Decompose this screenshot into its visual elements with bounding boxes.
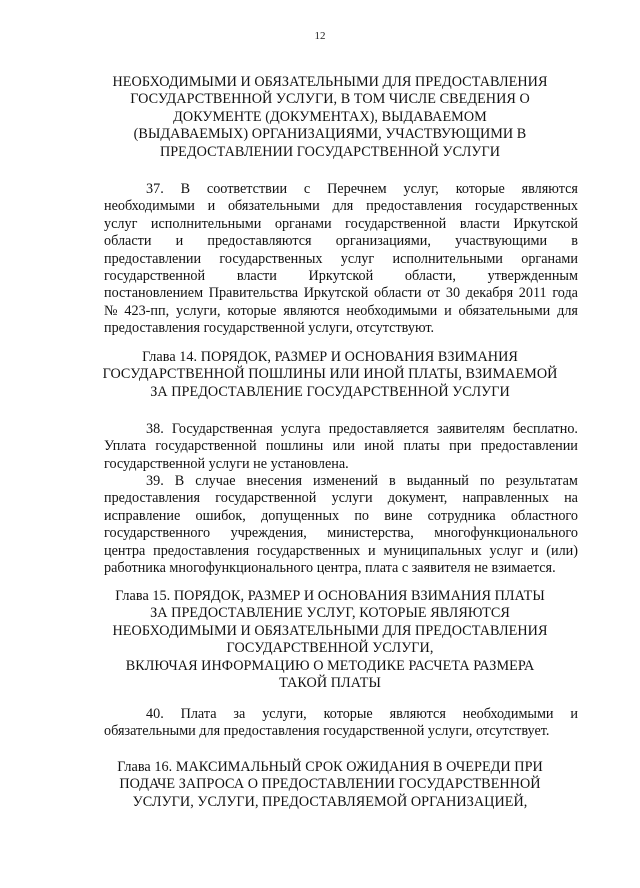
word: заявителям — [436, 421, 505, 437]
heading-line: УСЛУГИ, УСЛУГИ, ПРЕДОСТАВЛЯЕМОЙ ОРГАНИЗАЦИЕЙ, — [132, 793, 528, 810]
word: 2011 — [518, 285, 547, 302]
word: необходимыми — [462, 706, 554, 722]
word: государственного — [104, 525, 211, 542]
word: центра — [104, 542, 146, 559]
word: области — [104, 233, 152, 250]
word: пошлины — [265, 438, 324, 455]
word: предоставляется — [328, 421, 429, 437]
word: года — [552, 285, 578, 302]
paragraph-line — [104, 543, 578, 560]
word: областного — [510, 507, 578, 524]
word: по — [354, 507, 369, 524]
paragraph-line — [104, 706, 578, 723]
word: и — [367, 542, 376, 559]
word: внесения — [246, 473, 302, 489]
paragraph-line — [104, 251, 578, 268]
paragraph-line — [104, 490, 578, 507]
word: Перечнем — [327, 181, 387, 197]
word: Иркутской — [513, 215, 578, 232]
heading-line: НЕОБХОДИМЫМИ И ОБЯЗАТЕЛЬНЫМИ ДЛЯ ПРЕДОСТАВЛЕНИЯ — [112, 622, 548, 639]
heading-line: ПОДАЧЕ ЗАПРОСА О ПРЕДОСТАВЛЕНИИ ГОСУДАРСТВЕННОЙ — [119, 776, 541, 793]
word: результатам — [505, 473, 578, 489]
chapter-16-title — [90, 759, 570, 811]
heading-line: НЕОБХОДИМЫМИ И ОБЯЗАТЕЛЬНЫМИ ДЛЯ ПРЕДОСТАВЛЕНИЯ — [112, 74, 548, 90]
word: платы — [403, 438, 440, 455]
word: органами — [521, 250, 578, 267]
word: декабря — [465, 285, 514, 302]
heading-line: Глава 14. ПОРЯДОК, РАЗМЕР И ОСНОВАНИЯ ВЗИМАНИЯ — [142, 349, 518, 365]
word: Иркутской — [308, 267, 374, 284]
word: услуг, — [403, 181, 439, 197]
word: предоставлении — [480, 438, 578, 455]
word: министерства, — [327, 525, 414, 542]
word: Уплата — [104, 438, 147, 455]
paragraph-line — [104, 723, 578, 740]
word: 37. — [146, 181, 164, 197]
word: услуги — [331, 490, 373, 507]
word: Государственная — [171, 421, 273, 437]
word: исправление — [104, 507, 181, 524]
paragraph-line — [104, 438, 578, 455]
chapter-14-title — [90, 349, 570, 401]
word: от — [427, 285, 441, 302]
heading-line: ПРЕДОСТАВЛЕНИИ ГОСУДАРСТВЕННОЙ УСЛУГИ — [159, 143, 501, 160]
paragraph-37 — [104, 181, 578, 338]
heading-line: ГОСУДАРСТВЕННОЙ ПОШЛИНЫ ИЛИ ИНОЙ ПЛАТЫ, ВЗИМАЕМОЙ — [102, 366, 558, 383]
word: услуг — [340, 250, 375, 267]
word: многофункционального — [434, 525, 578, 542]
paragraph-line — [104, 233, 578, 250]
heading-line: Глава 15. ПОРЯДОК, РАЗМЕР И ОСНОВАНИЯ ВЗИМАНИЯ ПЛАТЫ — [115, 588, 545, 604]
word: предоставления — [366, 198, 463, 215]
word: которые — [323, 706, 373, 722]
word: с — [303, 181, 311, 197]
word: 423-пп, — [124, 302, 170, 319]
word: муниципальных — [383, 542, 482, 559]
word: необходимыми — [104, 198, 195, 215]
word: являются — [283, 302, 340, 319]
word: В — [180, 181, 191, 197]
word: постановлением — [104, 285, 204, 302]
word: и — [530, 542, 539, 559]
word: государственных — [219, 250, 323, 267]
word: соответствии — [206, 181, 288, 197]
word: 40. — [146, 706, 164, 722]
word: предоставления — [104, 490, 201, 507]
heading-line: Глава 16. МАКСИМАЛЬНЫЙ СРОК ОЖИДАНИЯ В ОЧЕРЕДИ ПРИ — [117, 759, 543, 775]
heading-line: ГОСУДАРСТВЕННОЙ УСЛУГИ, В ТОМ ЧИСЛЕ СВЕДЕНИЯ О — [130, 91, 530, 108]
heading-line: ЗА ПРЕДОСТАВЛЕНИЕ ГОСУДАРСТВЕННОЙ УСЛУГИ — [150, 383, 510, 400]
word: государственной — [104, 267, 206, 284]
paragraph-line — [104, 456, 578, 473]
word: по — [479, 473, 495, 489]
word: случае — [195, 473, 236, 489]
word: власти — [236, 267, 277, 284]
word: сотрудника — [427, 507, 496, 524]
heading-line: (ВЫДАВАЕМЫХ) ОРГАНИЗАЦИЯМИ, УЧАСТВУЮЩИМИ В — [133, 126, 527, 143]
word: области — [374, 285, 422, 302]
word: государственных — [257, 542, 361, 559]
word: предоставления — [153, 542, 250, 559]
paragraph-40 — [104, 706, 578, 741]
word: и — [175, 233, 184, 250]
word: услуг — [104, 215, 138, 232]
paragraph-line — [104, 508, 578, 525]
word: органами — [274, 215, 332, 232]
paragraph-line — [104, 560, 578, 577]
heading-line: ТАКОЙ ПЛАТЫ — [279, 675, 381, 692]
chapter-13-title-continuation — [90, 74, 570, 161]
heading-line: ЗА ПРЕДОСТАВЛЕНИЕ УСЛУГ, КОТОРЫЕ ЯВЛЯЮТСЯ — [150, 605, 510, 622]
page-number: 12 — [314, 30, 326, 42]
paragraph-line — [104, 525, 578, 542]
paragraph-line-text: работника многофункционального центра, плата с заявителя не взимается. — [104, 559, 556, 576]
word: предоставлении — [104, 250, 202, 267]
word: или — [332, 438, 355, 455]
word: власти — [459, 215, 500, 232]
word: необходимыми — [346, 302, 438, 319]
word: бесплатно. — [512, 421, 578, 437]
word: и — [207, 198, 216, 215]
paragraph-line — [104, 285, 578, 302]
word: ошибок, — [195, 507, 246, 524]
heading-line: ГОСУДАРСТВЕННОЙ УСЛУГИ, — [226, 640, 434, 657]
paragraph-line-text: обязательными для предоставления государственной услуги, отсутствует. — [104, 723, 550, 740]
word: области, — [404, 267, 456, 284]
word: являются — [521, 181, 578, 197]
word: (или) — [546, 542, 578, 559]
paragraph-39 — [104, 473, 578, 577]
paragraph-38 — [104, 421, 578, 473]
word: вине — [384, 507, 413, 524]
paragraph-line — [104, 320, 578, 337]
word: услуг — [489, 542, 523, 559]
word: на — [564, 490, 578, 507]
word: исполнительными — [150, 215, 262, 232]
word: обязательными — [458, 302, 551, 319]
word: для — [332, 198, 354, 215]
word: которые — [227, 302, 277, 319]
word: Правительства — [208, 285, 299, 302]
word: № — [104, 302, 118, 319]
paragraph-line — [104, 473, 578, 490]
word: 38. — [146, 421, 164, 437]
word: допущенных — [261, 507, 340, 524]
word: услуги, — [175, 302, 221, 319]
word: и — [570, 706, 578, 722]
word: 39. — [146, 473, 164, 489]
word: и — [444, 302, 452, 319]
paragraph-line — [104, 303, 578, 320]
heading-line: ДОКУМЕНТЕ (ДОКУМЕНТАХ), ВЫДАВАЕМОМ — [173, 108, 487, 125]
word: Плата — [180, 706, 217, 722]
word: направленных — [462, 490, 549, 507]
paragraph-line — [104, 268, 578, 285]
word: государственной — [215, 490, 317, 507]
word: утвержденным — [487, 267, 578, 284]
paragraph-line — [104, 421, 578, 438]
paragraph-line — [104, 198, 578, 215]
word: для — [557, 302, 578, 319]
word: услуги, — [262, 706, 307, 722]
word: Иркутской — [303, 285, 369, 302]
paragraph-line-text: предоставления государственной услуги, отсутствуют. — [104, 320, 435, 337]
word: в — [389, 473, 396, 489]
word: обязательными — [227, 198, 320, 215]
heading-line: ВКЛЮЧАЯ ИНФОРМАЦИЮ О МЕТОДИКЕ РАСЧЕТА РАЗМЕРА — [125, 657, 535, 674]
word: участвующими — [455, 233, 548, 250]
word: в — [571, 233, 578, 250]
word: услуга — [280, 421, 321, 437]
word: 30 — [445, 285, 461, 302]
word: В — [174, 473, 185, 489]
word: являются — [389, 706, 446, 722]
word: при — [449, 438, 472, 455]
word: государственной — [155, 438, 257, 455]
word: выданный — [406, 473, 469, 489]
word: учреждения, — [230, 525, 307, 542]
word: иной — [364, 438, 395, 455]
paragraph-line — [104, 216, 578, 233]
word: исполнительными — [392, 250, 503, 267]
paragraph-line-text: государственной услуги не установлена. — [104, 455, 349, 472]
chapter-15-title — [90, 588, 570, 692]
word: организациями, — [335, 233, 431, 250]
word: которые — [455, 181, 505, 197]
word: государственной — [345, 215, 447, 232]
word: предоставляются — [207, 233, 312, 250]
word: документ, — [387, 490, 448, 507]
word: государственных — [474, 198, 578, 215]
paragraph-line — [104, 181, 578, 198]
word: за — [233, 706, 246, 722]
word: изменений — [313, 473, 378, 489]
